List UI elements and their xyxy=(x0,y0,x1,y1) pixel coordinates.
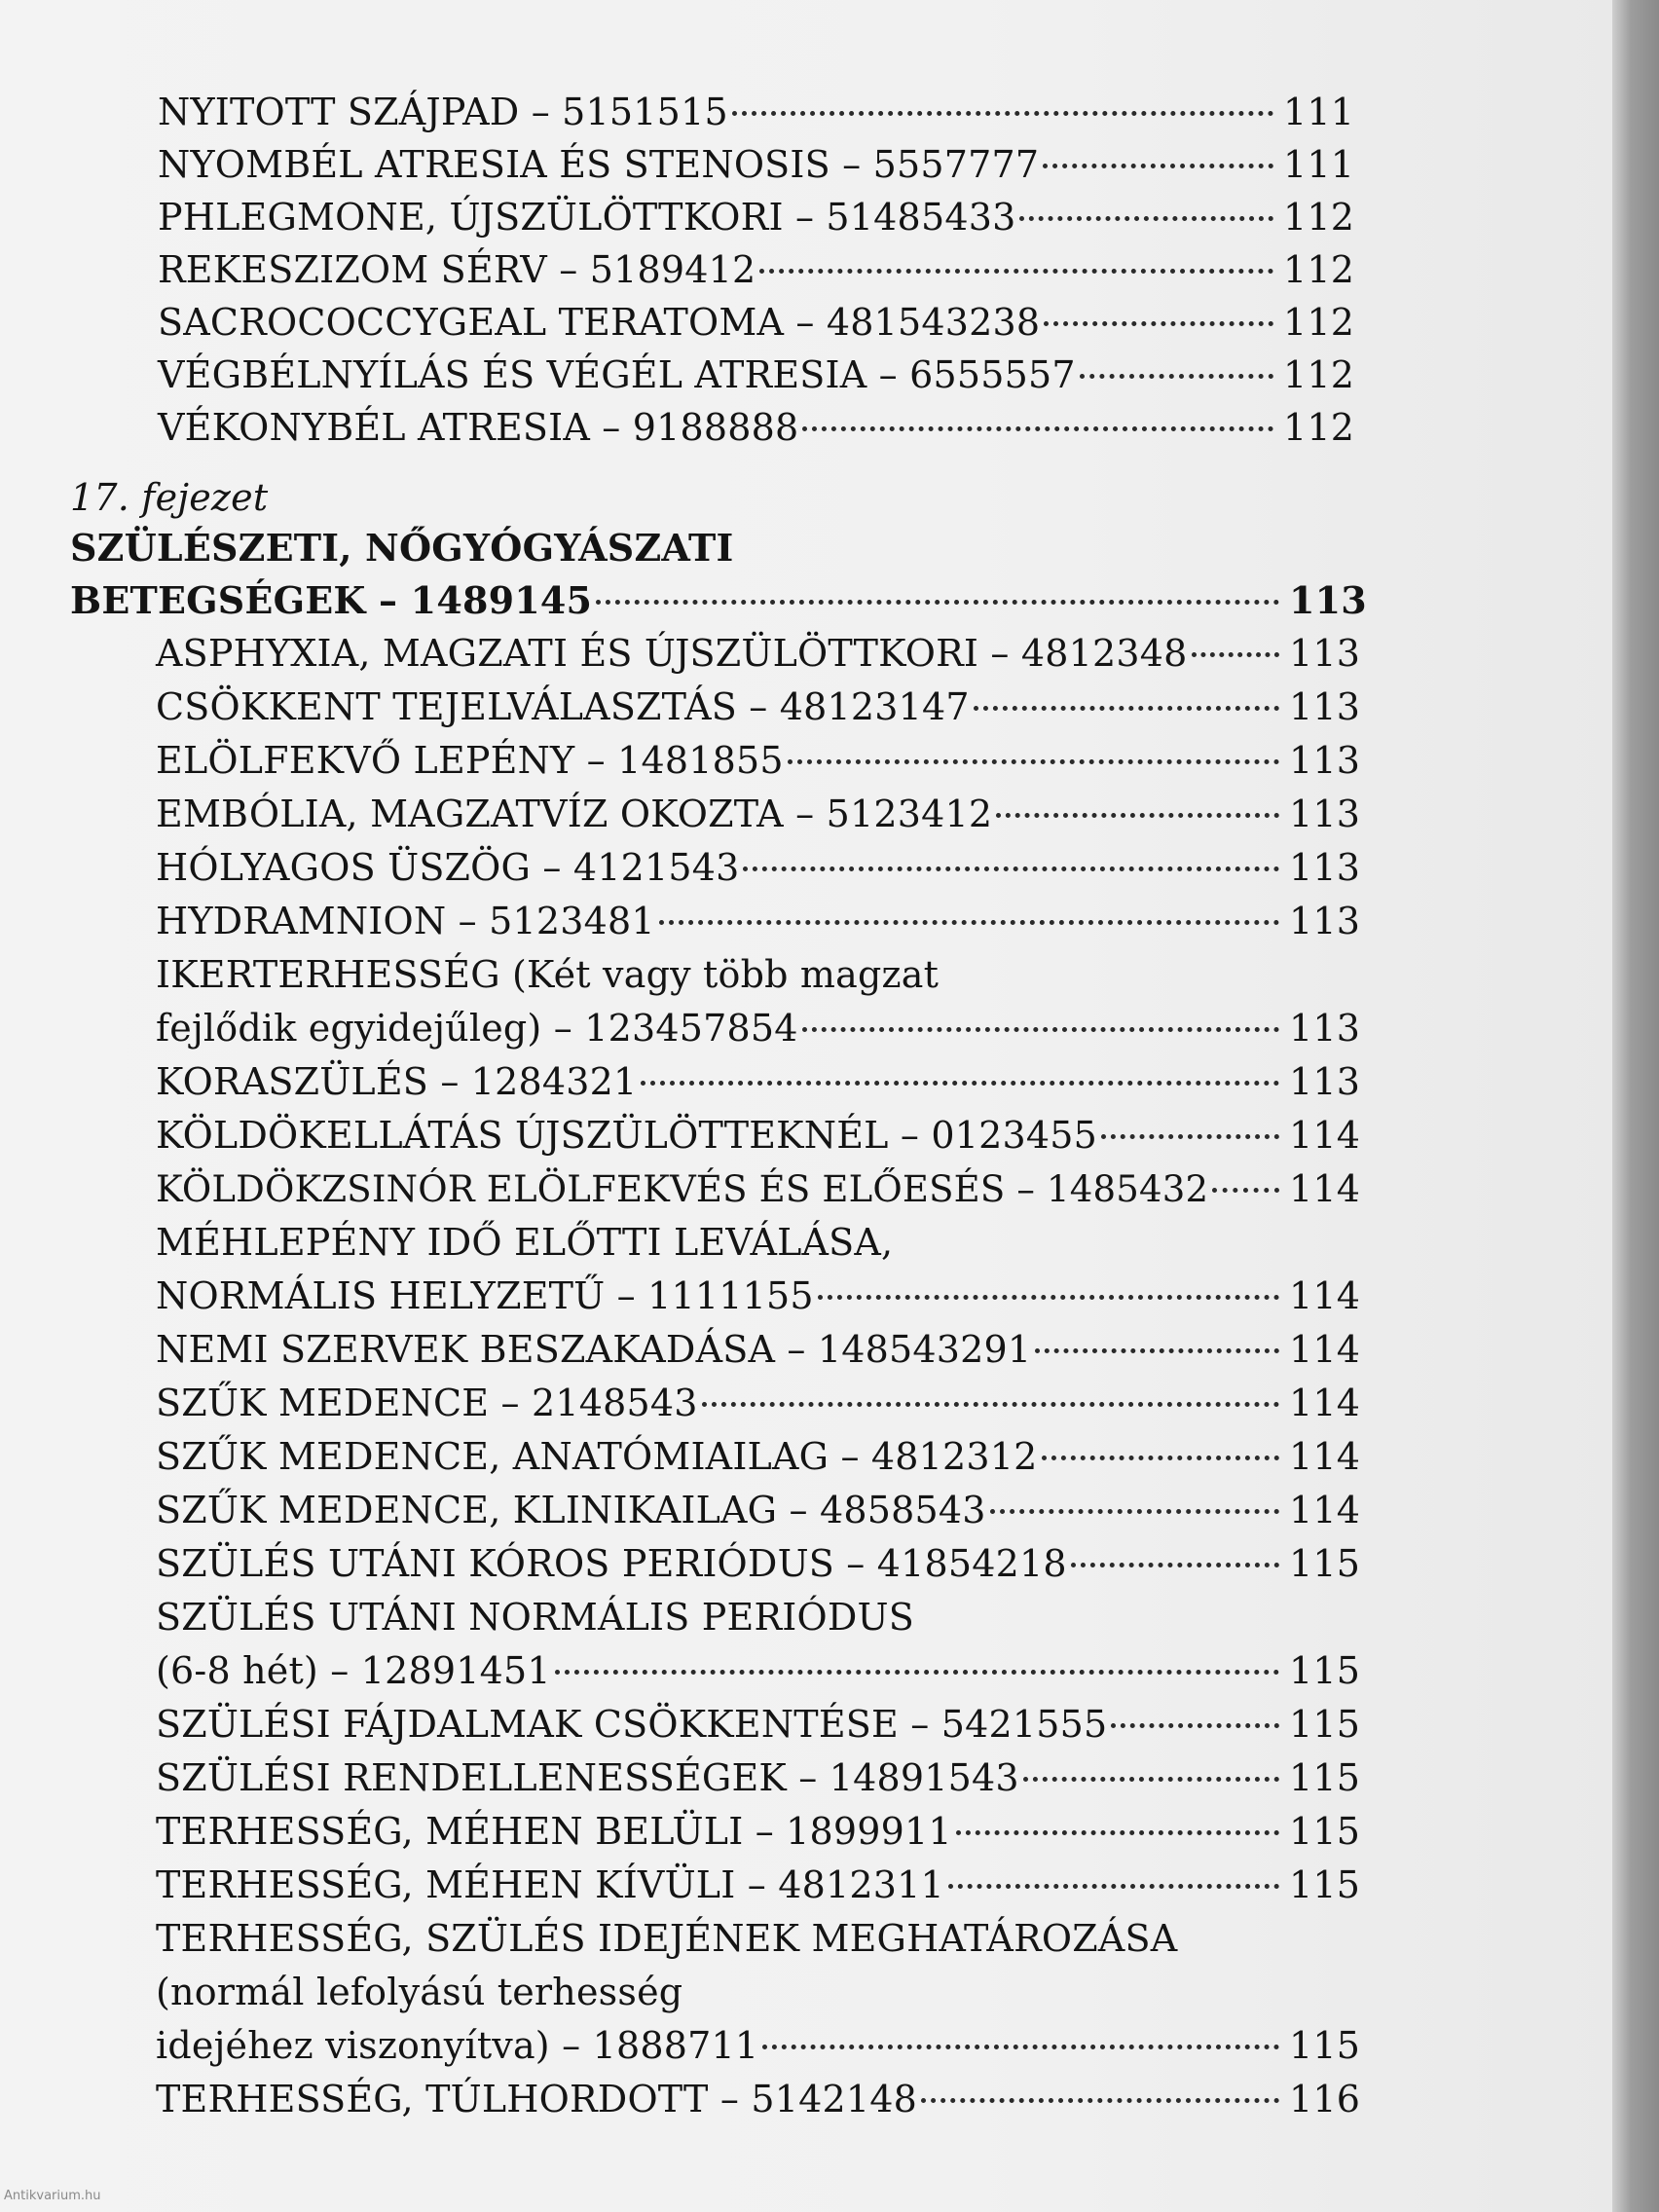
toc-entry-title-line1: SZÜLÉS UTÁNI NORMÁLIS PERIÓDUS xyxy=(156,1596,914,1639)
toc-entry xyxy=(156,1537,1361,1590)
dot-leader xyxy=(802,426,1273,431)
dot-leader xyxy=(1192,652,1279,657)
toc-entry xyxy=(156,1698,1361,1751)
toc-entry-title: HYDRAMNION – 5123481 xyxy=(156,900,655,942)
toc-entry xyxy=(158,296,1355,349)
dot-leader xyxy=(1043,164,1273,168)
toc-entry xyxy=(156,1484,1361,1536)
toc-entry xyxy=(156,841,1361,894)
dot-leader xyxy=(702,1402,1279,1407)
toc-entry-page: 112 xyxy=(1283,301,1355,344)
toc-entry-title: KORASZÜLÉS – 1284321 xyxy=(156,1060,638,1103)
toc-entry-title: fejlődik egyidejűleg) – 123457854 xyxy=(156,1007,798,1050)
dot-leader xyxy=(1042,1456,1279,1460)
toc-entry xyxy=(158,138,1355,191)
toc-entry-title: KÖLDÖKELLÁTÁS ÚJSZÜLÖTTEKNÉL – 0123455 xyxy=(156,1114,1097,1157)
toc-entry-page: 112 xyxy=(1283,353,1355,396)
toc-entry xyxy=(156,1751,1361,1804)
book-spine-shadow xyxy=(1612,0,1659,2212)
toc-entry-page: 113 xyxy=(1289,632,1361,675)
dot-leader xyxy=(759,269,1273,274)
toc-entry-page: 115 xyxy=(1289,1649,1361,1692)
toc-entry-title-line1: IKERTERHESSÉG (Két vagy több magzat xyxy=(156,953,940,996)
toc-entry-page: 115 xyxy=(1289,1703,1361,1746)
dot-leader xyxy=(1101,1134,1279,1139)
toc-entry xyxy=(158,349,1355,401)
dot-leader xyxy=(641,1081,1279,1086)
toc-entry xyxy=(156,627,1361,680)
chapter-label: 17. fejezet xyxy=(70,476,269,519)
dot-leader xyxy=(732,111,1273,116)
toc-entry xyxy=(156,1430,1361,1483)
toc-entry-title: NEMI SZERVEK BESZAKADÁSA – 148543291 xyxy=(156,1328,1032,1371)
toc-entry-title: SZÜLÉSI RENDELLENESSÉGEK – 14891543 xyxy=(156,1756,1019,1799)
toc-entry xyxy=(156,1377,1361,1429)
toc-entry-title: SZŰK MEDENCE, KLINIKAILAG – 4858543 xyxy=(156,1489,986,1531)
toc-entry-title: HÓLYAGOS ÜSZÖG – 4121543 xyxy=(156,846,740,889)
toc-entry-title-line2: (normál lefolyású terhesség xyxy=(156,1971,683,2013)
toc-entry-title: SACROCOCCYGEAL TERATOMA – 481543238 xyxy=(158,301,1041,344)
toc-entry-title: TERHESSÉG, MÉHEN BELÜLI – 1899911 xyxy=(156,1810,952,1853)
toc-entry-page: 111 xyxy=(1283,143,1355,186)
toc-entry-page: 115 xyxy=(1289,1542,1361,1585)
toc-entry-page: 115 xyxy=(1289,2024,1361,2067)
toc-entry-title: NYITOTT SZÁJPAD – 5151515 xyxy=(158,91,728,133)
dot-leader xyxy=(596,600,1279,605)
dot-leader xyxy=(802,1027,1279,1032)
dot-leader xyxy=(1019,216,1273,221)
toc-entry-title: NORMÁLIS HELYZETŰ – 1111155 xyxy=(156,1274,814,1317)
watermark-text: Antikvarium.hu xyxy=(4,2189,101,2203)
toc-entry-page: 114 xyxy=(1289,1489,1361,1531)
toc-entry-page: 113 xyxy=(1289,1007,1361,1050)
toc-entry xyxy=(156,1002,1361,1054)
toc-entry-page: 112 xyxy=(1283,406,1355,449)
toc-entry-title: SZŰK MEDENCE – 2148543 xyxy=(156,1382,698,1424)
dot-leader xyxy=(921,2098,1279,2103)
dot-leader xyxy=(1111,1723,1279,1728)
dot-leader xyxy=(788,759,1279,764)
dot-leader xyxy=(956,1830,1279,1835)
toc-entry-title: EMBÓLIA, MAGZATVÍZ OKOZTA – 5123412 xyxy=(156,793,993,835)
toc-entry-page: 114 xyxy=(1289,1328,1361,1371)
toc-entry-title: TERHESSÉG, MÉHEN KÍVÜLI – 4812311 xyxy=(156,1863,944,1906)
toc-entry-title: NYOMBÉL ATRESIA ÉS STENOSIS – 5557777 xyxy=(158,143,1040,186)
dot-leader xyxy=(948,1884,1279,1889)
toc-entry-title: VÉGBÉLNYÍLÁS ÉS VÉGÉL ATRESIA – 6555557 xyxy=(158,353,1076,396)
toc-entry xyxy=(158,191,1355,243)
dot-leader xyxy=(1023,1777,1279,1782)
dot-leader xyxy=(818,1295,1279,1300)
toc-entry-title-line1: MÉHLEPÉNY IDŐ ELŐTTI LEVÁLÁSA, xyxy=(156,1221,894,1264)
chapter-title-entry xyxy=(70,574,1367,627)
toc-entry-page: 116 xyxy=(1289,2078,1361,2120)
dot-leader xyxy=(762,2045,1279,2049)
toc-entry-page: 111 xyxy=(1283,91,1355,133)
dot-leader xyxy=(990,1509,1279,1514)
toc-entry-title: REKESZIZOM SÉRV – 5189412 xyxy=(158,248,756,291)
toc-entry xyxy=(156,1162,1361,1215)
toc-entry-page: 115 xyxy=(1289,1810,1361,1853)
toc-entry-title: PHLEGMONE, ÚJSZÜLÖTTKORI – 51485433 xyxy=(158,196,1016,239)
toc-entry-title: SZÜLÉSI FÁJDALMAK CSÖKKENTÉSE – 5421555 xyxy=(156,1703,1108,1746)
toc-entry-page: 115 xyxy=(1289,1756,1361,1799)
toc-entry xyxy=(156,1270,1361,1322)
toc-entry-page: 113 xyxy=(1289,685,1361,728)
toc-entry-title: SZŰK MEDENCE, ANATÓMIAILAG – 4812312 xyxy=(156,1435,1038,1478)
toc-entry xyxy=(156,1805,1361,1858)
toc-entry xyxy=(156,734,1361,787)
toc-entry-page: 113 xyxy=(1289,793,1361,835)
toc-entry xyxy=(156,788,1361,840)
toc-entry-title: TERHESSÉG, TÚLHORDOTT – 5142148 xyxy=(156,2078,917,2120)
toc-entry-title: VÉKONYBÉL ATRESIA – 9188888 xyxy=(158,406,799,449)
toc-entry-title: ASPHYXIA, MAGZATI ÉS ÚJSZÜLÖTTKORI – 4812348 xyxy=(156,632,1188,675)
toc-entry xyxy=(158,401,1355,454)
dot-leader xyxy=(1044,321,1273,326)
toc-entry-page: 114 xyxy=(1289,1382,1361,1424)
toc-entry xyxy=(158,86,1355,138)
toc-entry-title: ELÖLFEKVŐ LEPÉNY – 1481855 xyxy=(156,739,784,782)
toc-entry-page: 114 xyxy=(1289,1114,1361,1157)
toc-entry-page: 112 xyxy=(1283,196,1355,239)
toc-entry xyxy=(156,1644,1361,1697)
toc-entry-page: 114 xyxy=(1289,1274,1361,1317)
toc-entry-page: 114 xyxy=(1289,1167,1361,1210)
chapter-page: 113 xyxy=(1289,578,1367,622)
dot-leader xyxy=(659,920,1279,925)
toc-entry xyxy=(156,1109,1361,1161)
toc-entry-page: 113 xyxy=(1289,846,1361,889)
toc-entry-title-line1: TERHESSÉG, SZÜLÉS IDEJÉNEK MEGHATÁROZÁSA xyxy=(156,1917,1178,1960)
toc-entry-page: 113 xyxy=(1289,900,1361,942)
toc-entry-title: KÖLDÖKZSINÓR ELÖLFEKVÉS ÉS ELŐESÉS – 1485432 xyxy=(156,1168,1209,1210)
chapter-title: SZÜLÉSZETI, NŐGYÓGYÁSZATI xyxy=(70,526,734,570)
toc-entry-page: 114 xyxy=(1289,1435,1361,1478)
toc-entry-title: idejéhez viszonyítva) – 1888711 xyxy=(156,2024,759,2067)
toc-entry-title: CSÖKKENT TEJELVÁLASZTÁS – 48123147 xyxy=(156,685,970,728)
toc-entry xyxy=(156,1859,1361,1911)
toc-entry xyxy=(156,681,1361,733)
toc-entry xyxy=(156,2073,1361,2125)
toc-entry-title: SZÜLÉS UTÁNI KÓROS PERIÓDUS – 41854218 xyxy=(156,1542,1067,1585)
toc-entry xyxy=(158,243,1355,296)
toc-entry xyxy=(156,2019,1361,2072)
dot-leader xyxy=(974,706,1279,711)
dot-leader xyxy=(1035,1348,1279,1353)
dot-leader xyxy=(1071,1563,1279,1567)
dot-leader xyxy=(1080,374,1273,379)
toc-entry xyxy=(156,1055,1361,1108)
dot-leader xyxy=(555,1670,1279,1675)
toc-entry-page: 113 xyxy=(1289,1060,1361,1103)
dot-leader xyxy=(1212,1188,1279,1193)
dot-leader xyxy=(743,866,1279,871)
chapter-title-line2: BETEGSÉGEK – 1489145 xyxy=(70,578,593,622)
dot-leader xyxy=(996,813,1279,818)
toc-entry-page: 113 xyxy=(1289,739,1361,782)
toc-entry xyxy=(156,1323,1361,1376)
toc-entry xyxy=(156,895,1361,947)
toc-entry-page: 115 xyxy=(1289,1863,1361,1906)
toc-entry-title: (6-8 hét) – 12891451 xyxy=(156,1649,551,1692)
toc-entry-page: 112 xyxy=(1283,248,1355,291)
